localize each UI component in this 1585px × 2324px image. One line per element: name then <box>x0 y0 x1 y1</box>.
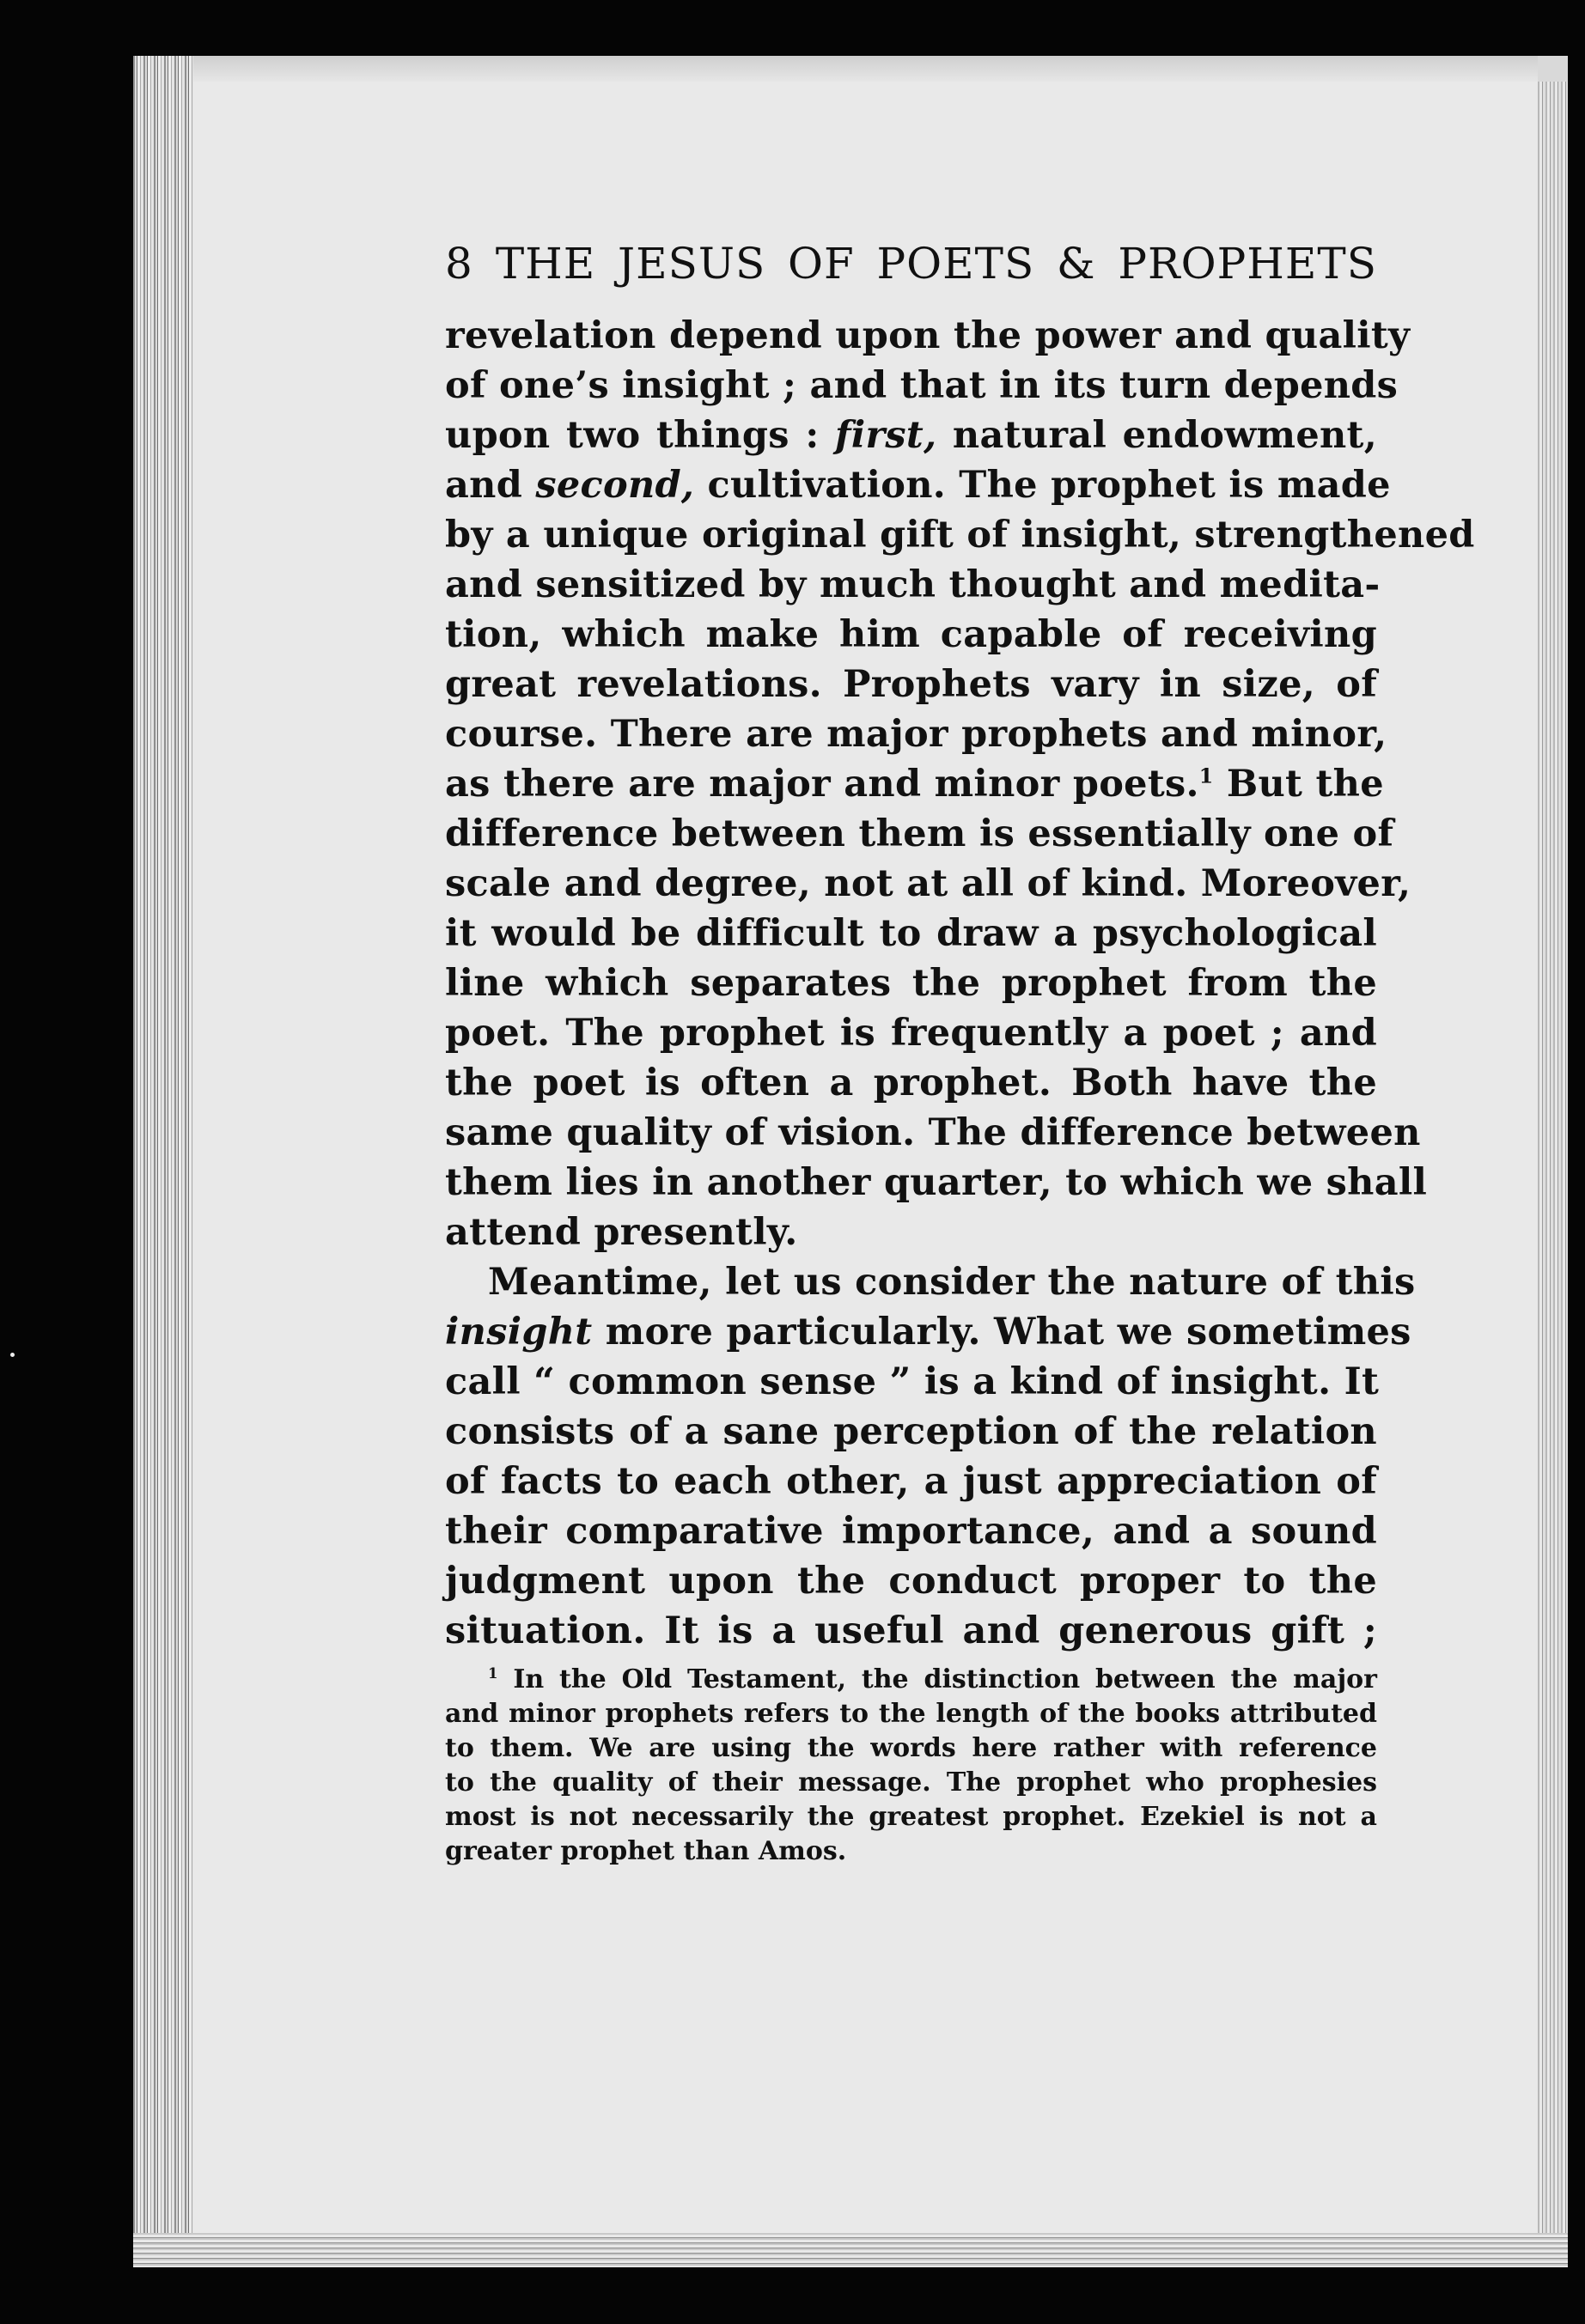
text-run: consists of a sane perception of the relation <box>445 1410 1377 1453</box>
scan-speck <box>10 1353 15 1357</box>
footnote-line <box>445 1697 1377 1731</box>
text-line <box>445 1506 1377 1556</box>
text-run: attend presently. <box>445 1211 798 1254</box>
text-run: by a unique original gift of insight, strengthened <box>445 514 1475 557</box>
text-run: cultivation. The prophet is made <box>707 464 1391 507</box>
footnote-line <box>445 1731 1377 1766</box>
text-run: same quality of vision. The difference between <box>445 1111 1421 1154</box>
text-run: difference between them is essentially one of <box>445 812 1394 855</box>
text-run: scale and degree, not at all of kind. Moreover, <box>445 862 1411 905</box>
text-line <box>445 1457 1377 1506</box>
text-run: the poet is often a prophet. Both have the <box>445 1062 1377 1104</box>
text-run: judgment upon the conduct proper to the <box>445 1560 1377 1603</box>
text-run: line which separates the prophet from the <box>445 962 1377 1005</box>
page-text-area <box>445 225 1475 1869</box>
text-line <box>445 510 1475 560</box>
text-run: of facts to each other, a just appreciation of <box>445 1460 1377 1503</box>
text-run: more particularly. What we sometimes <box>605 1311 1411 1354</box>
text-line <box>445 460 1391 510</box>
footnote-marker: 1 <box>1198 764 1214 788</box>
text-run: as there are major and minor poets. <box>445 763 1199 806</box>
italic-first: first, <box>835 414 937 457</box>
text-run: and <box>445 464 523 507</box>
text-line <box>445 909 1377 958</box>
text-line <box>445 1556 1377 1606</box>
footnote-text: greater prophet than Amos. <box>445 1836 847 1866</box>
text-run: them lies in another quarter, to which we shall <box>445 1161 1428 1204</box>
footnote-text: and minor prophets refers to the length of the books attributed <box>445 1699 1377 1729</box>
footnote-line <box>445 1800 1377 1834</box>
text-line <box>445 709 1387 759</box>
text-line <box>445 610 1377 660</box>
text-line <box>445 809 1394 859</box>
text-run: But the <box>1226 763 1384 806</box>
text-run: great revelations. Prophets vary in size, of <box>445 663 1377 706</box>
text-line <box>445 1407 1377 1457</box>
text-line <box>445 1357 1380 1407</box>
text-run: Meantime, let us consider the nature of this <box>488 1261 1416 1304</box>
right-page-edges <box>1538 82 1568 2263</box>
footnote-line <box>445 1663 1377 1697</box>
text-run: and sensitized by much thought and medita- <box>445 563 1381 606</box>
text-run: their comparative importance, and a sound <box>445 1510 1377 1553</box>
text-line <box>445 1058 1377 1108</box>
text-line <box>445 1606 1377 1656</box>
text-line <box>445 859 1411 909</box>
text-run: natural endowment, <box>952 414 1377 457</box>
text-run: upon two things : <box>445 414 820 457</box>
text-line <box>445 361 1399 411</box>
footnote-text: to them. We are using the words here rather with reference <box>445 1733 1377 1763</box>
text-run: situation. It is a useful and generous gift ; <box>445 1609 1377 1652</box>
text-line <box>445 1108 1421 1158</box>
italic-insight: insight <box>445 1311 593 1354</box>
footnote-line <box>445 1834 1377 1869</box>
body-text <box>445 311 1475 1656</box>
bottom-page-edges <box>133 2233 1568 2267</box>
text-line <box>445 759 1384 809</box>
text-line <box>445 1158 1428 1208</box>
text-line <box>445 311 1411 361</box>
page-number: 8 <box>445 239 473 289</box>
text-line <box>445 411 1377 460</box>
footnote-number: 1 <box>488 1665 498 1682</box>
running-head <box>445 225 1377 302</box>
text-line <box>445 1307 1411 1357</box>
footnote-text: In the Old Testament, the distinction between the major <box>513 1664 1377 1694</box>
footnote-line <box>445 1766 1377 1800</box>
text-line <box>445 560 1381 610</box>
text-line <box>445 660 1377 709</box>
text-run: it would be difficult to draw a psychological <box>445 912 1377 955</box>
text-line <box>445 1257 1416 1307</box>
text-run: call “ common sense ” is a kind of insight. It <box>445 1360 1380 1403</box>
text-line <box>445 1208 1377 1257</box>
text-run: course. There are major prophets and minor, <box>445 713 1387 756</box>
left-page-edges <box>133 56 193 2267</box>
text-run: poet. The prophet is frequently a poet ; and <box>445 1012 1377 1055</box>
footnote <box>445 1663 1377 1869</box>
page-top-shadow <box>193 56 1538 82</box>
running-title: THE JESUS OF POETS & PROPHETS <box>495 239 1377 289</box>
text-line <box>445 1008 1377 1058</box>
text-run: tion, which make him capable of receiving <box>445 613 1377 656</box>
text-run: of one’s insight ; and that in its turn depends <box>445 364 1399 407</box>
text-run: revelation depend upon the power and quality <box>445 314 1411 357</box>
italic-second: second, <box>535 464 695 507</box>
footnote-text: to the quality of their message. The prophet who prophesies <box>445 1767 1377 1798</box>
text-line <box>445 958 1377 1008</box>
footnote-text: most is not necessarily the greatest prophet. Ezekiel is not a <box>445 1802 1377 1832</box>
